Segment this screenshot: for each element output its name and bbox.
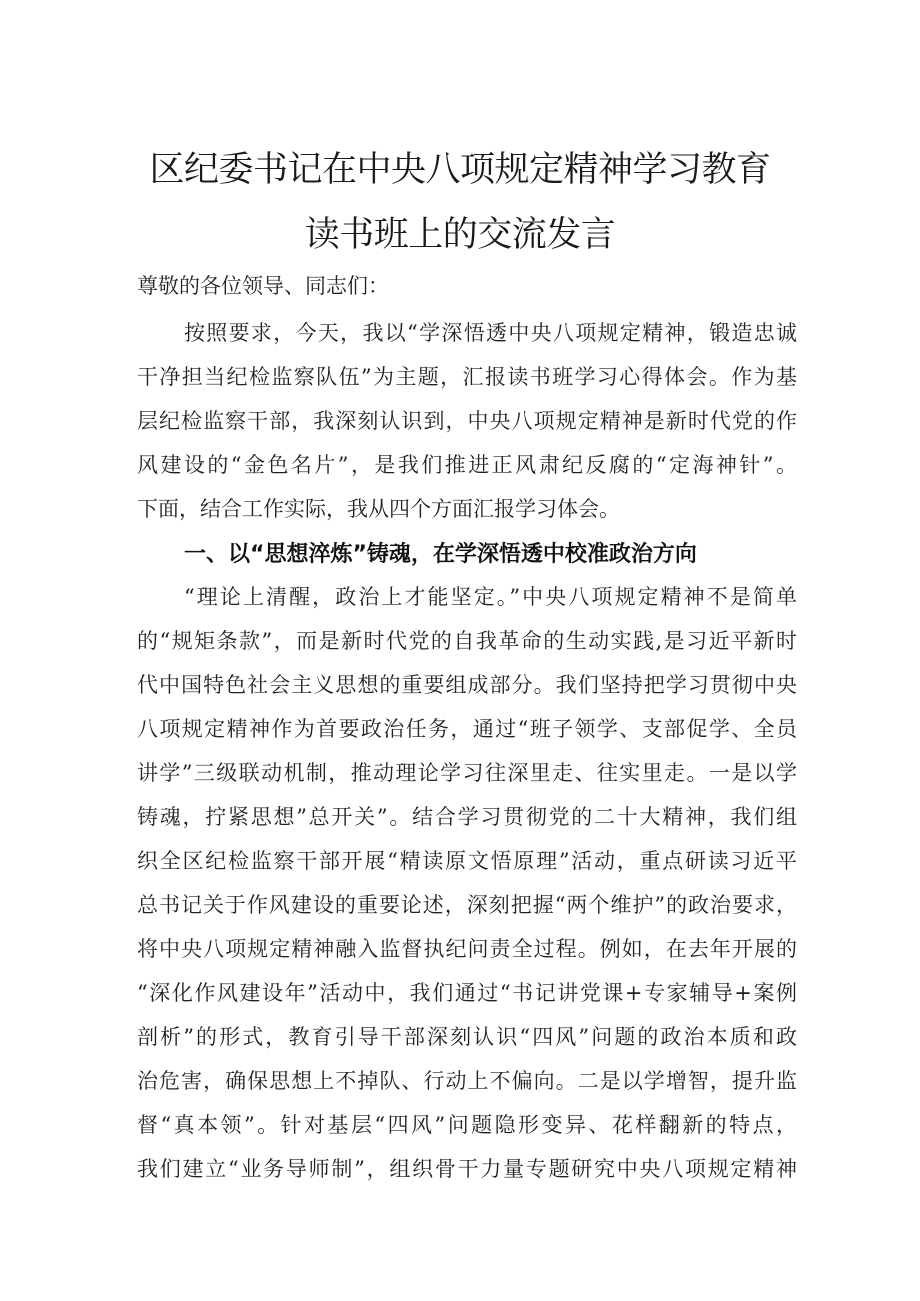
paragraph-2-line: 织全区纪检监察干部开展“精读原文悟原理”活动，重点研读习近平 [137,849,797,873]
paragraph-2-line: 铸魂，拧紧思想”总开关”。结合学习贯彻党的二十大精神，我们组 [137,805,797,829]
document-title-line-2: 读书班上的交流发言 [304,215,616,255]
section-heading-1: 一、以“思想淬炼”铸魂，在学深悟透中校准政治方向 [184,542,697,567]
paragraph-2-line: 治危害，确保思想上不掉队、行动上不偏向。二是以学增智，提升监 [137,1069,797,1093]
paragraph-2-line: 八项规定精神作为首要政治任务，通过“班子领学、支部促学、全员 [137,717,797,741]
paragraph-2-line: “理论上清醒，政治上才能坚定。”中央八项规定精神不是简单 [184,585,797,609]
paragraph-2-line: 剖析”的形式，教育引导干部深刻认识“四风”问题的政治本质和政 [137,1025,797,1049]
paragraph-2-line: “深化作风建设年”活动中，我们通过“书记讲党课+专家辅导+案例 [137,981,797,1005]
paragraph-2-line: 的“规矩条款”，而是新时代党的自我革命的生动实践,是习近平新时 [137,629,797,653]
paragraph-2-line: 讲学”三级联动机制，推动理论学习往深里走、往实里走。一是以学 [137,761,797,785]
paragraph-2-line: 代中国特色社会主义思想的重要组成部分。我们坚持把学习贯彻中央 [137,673,797,697]
paragraph-2-line: 督“真本领”。针对基层“四风”问题隐形变异、花样翻新的特点， [137,1113,797,1137]
paragraph-1-line: 按照要求，今天，我以“学深悟透中央八项规定精神，锻造忠诚 [184,321,797,345]
paragraph-1-line: 风建设的“金色名片”，是我们推进正风肃纪反腐的“定海神针”。 [137,453,797,477]
paragraph-2-line: 将中央八项规定精神融入监督执纪问责全过程。例如，在去年开展的 [137,937,797,961]
document-title-line-1: 区纪委书记在中央八项规定精神学习教育 [149,150,771,190]
paragraph-1-line: 下面，结合工作实际，我从四个方面汇报学习体会。 [137,497,620,521]
paragraph-1-line: 层纪检监察干部，我深刻认识到，中央八项规定精神是新时代党的作 [137,409,797,433]
paragraph-1-line: 干净担当纪检监察队伍”为主题，汇报读书班学习心得体会。作为基 [137,365,797,389]
salutation: 尊敬的各位领导、同志们： [137,274,389,298]
paragraph-2-line: 总书记关于作风建设的重要论述，深刻把握“两个维护”的政治要求， [137,893,797,917]
paragraph-2-line: 我们建立“业务导师制”，组织骨干力量专题研究中央八项规定精神 [137,1157,797,1181]
